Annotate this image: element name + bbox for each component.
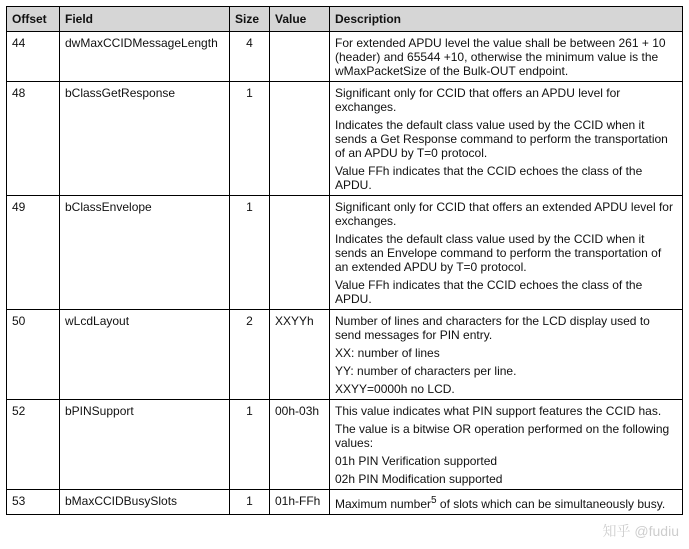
cell-description	[330, 490, 683, 515]
header-value: Value	[270, 7, 330, 32]
header-field: Field	[60, 7, 230, 32]
cell-description	[330, 196, 683, 310]
cell-size: 2	[230, 310, 270, 400]
description-paragraph: XXYY=0000h no LCD.	[335, 382, 455, 396]
cell-size: 1	[230, 490, 270, 515]
table-row	[7, 32, 683, 82]
cell-value	[270, 196, 330, 310]
table-row	[7, 490, 683, 515]
cell-field: bClassGetResponse	[60, 82, 230, 196]
description-paragraph: 02h PIN Modification supported	[335, 472, 503, 486]
watermark: 知乎 @fudiu	[602, 523, 679, 539]
table-row	[7, 310, 683, 400]
description-paragraph: Indicates the default class value used by the CCID when it sends an Envelope command to perform the transportation of an extended APDU by T=0 protocol.	[335, 232, 662, 274]
cell-field: dwMaxCCIDMessageLength	[60, 32, 230, 82]
cell-description	[330, 82, 683, 196]
footnote-marker: 5	[431, 495, 437, 506]
cell-offset: 48	[7, 82, 60, 196]
description-paragraph: The value is a bitwise OR operation performed on the following values:	[335, 422, 670, 450]
description-paragraph: For extended APDU level the value shall be between 261 + 10 (header) and 65544 +10, otherwise the minimum value is the wMaxPacketSize of the Bulk-OUT endpoint.	[335, 36, 666, 78]
ccid-descriptor-table	[6, 6, 683, 515]
description-paragraph: YY: number of characters per line.	[335, 364, 517, 378]
description-paragraph: 01h PIN Verification supported	[335, 454, 498, 468]
description-paragraph: Value FFh indicates that the CCID echoes the class of the APDU.	[335, 164, 643, 192]
description-paragraph: Significant only for CCID that offers an APDU level for exchanges.	[335, 86, 621, 114]
cell-description	[330, 400, 683, 490]
cell-value	[270, 32, 330, 82]
description-text: of slots which can be simultaneously busy.	[436, 497, 666, 511]
table-row	[7, 82, 683, 196]
header-size: Size	[230, 7, 270, 32]
table-header-row	[7, 7, 683, 32]
cell-offset: 44	[7, 32, 60, 82]
cell-field: bPINSupport	[60, 400, 230, 490]
description-paragraph: Value FFh indicates that the CCID echoes the class of the APDU.	[335, 278, 643, 306]
cell-size: 4	[230, 32, 270, 82]
cell-size: 1	[230, 196, 270, 310]
header-description: Description	[330, 7, 683, 32]
description-paragraph: Number of lines and characters for the LCD display used to send messages for PIN entry.	[335, 314, 650, 342]
cell-field: wLcdLayout	[60, 310, 230, 400]
cell-offset: 53	[7, 490, 60, 515]
cell-offset: 50	[7, 310, 60, 400]
cell-size: 1	[230, 400, 270, 490]
cell-value	[270, 82, 330, 196]
cell-field: bClassEnvelope	[60, 196, 230, 310]
description-paragraph: This value indicates what PIN support features the CCID has.	[335, 404, 662, 418]
cell-offset: 49	[7, 196, 60, 310]
cell-value: 00h-03h	[270, 400, 330, 490]
description-paragraph: XX: number of lines	[335, 346, 440, 360]
cell-description	[330, 310, 683, 400]
cell-offset: 52	[7, 400, 60, 490]
description-paragraph: Indicates the default class value used by the CCID when it sends a Get Response command to perform the transportation of an APDU by T=0 protocol.	[335, 118, 668, 160]
table-row	[7, 400, 683, 490]
cell-size: 1	[230, 82, 270, 196]
cell-value: XXYYh	[270, 310, 330, 400]
description-paragraph: Significant only for CCID that offers an extended APDU level for exchanges.	[335, 200, 673, 228]
header-offset: Offset	[7, 7, 60, 32]
cell-value: 01h-FFh	[270, 490, 330, 515]
cell-description	[330, 32, 683, 82]
table-row	[7, 196, 683, 310]
cell-field: bMaxCCIDBusySlots	[60, 490, 230, 515]
description-text: Maximum number	[335, 497, 432, 511]
